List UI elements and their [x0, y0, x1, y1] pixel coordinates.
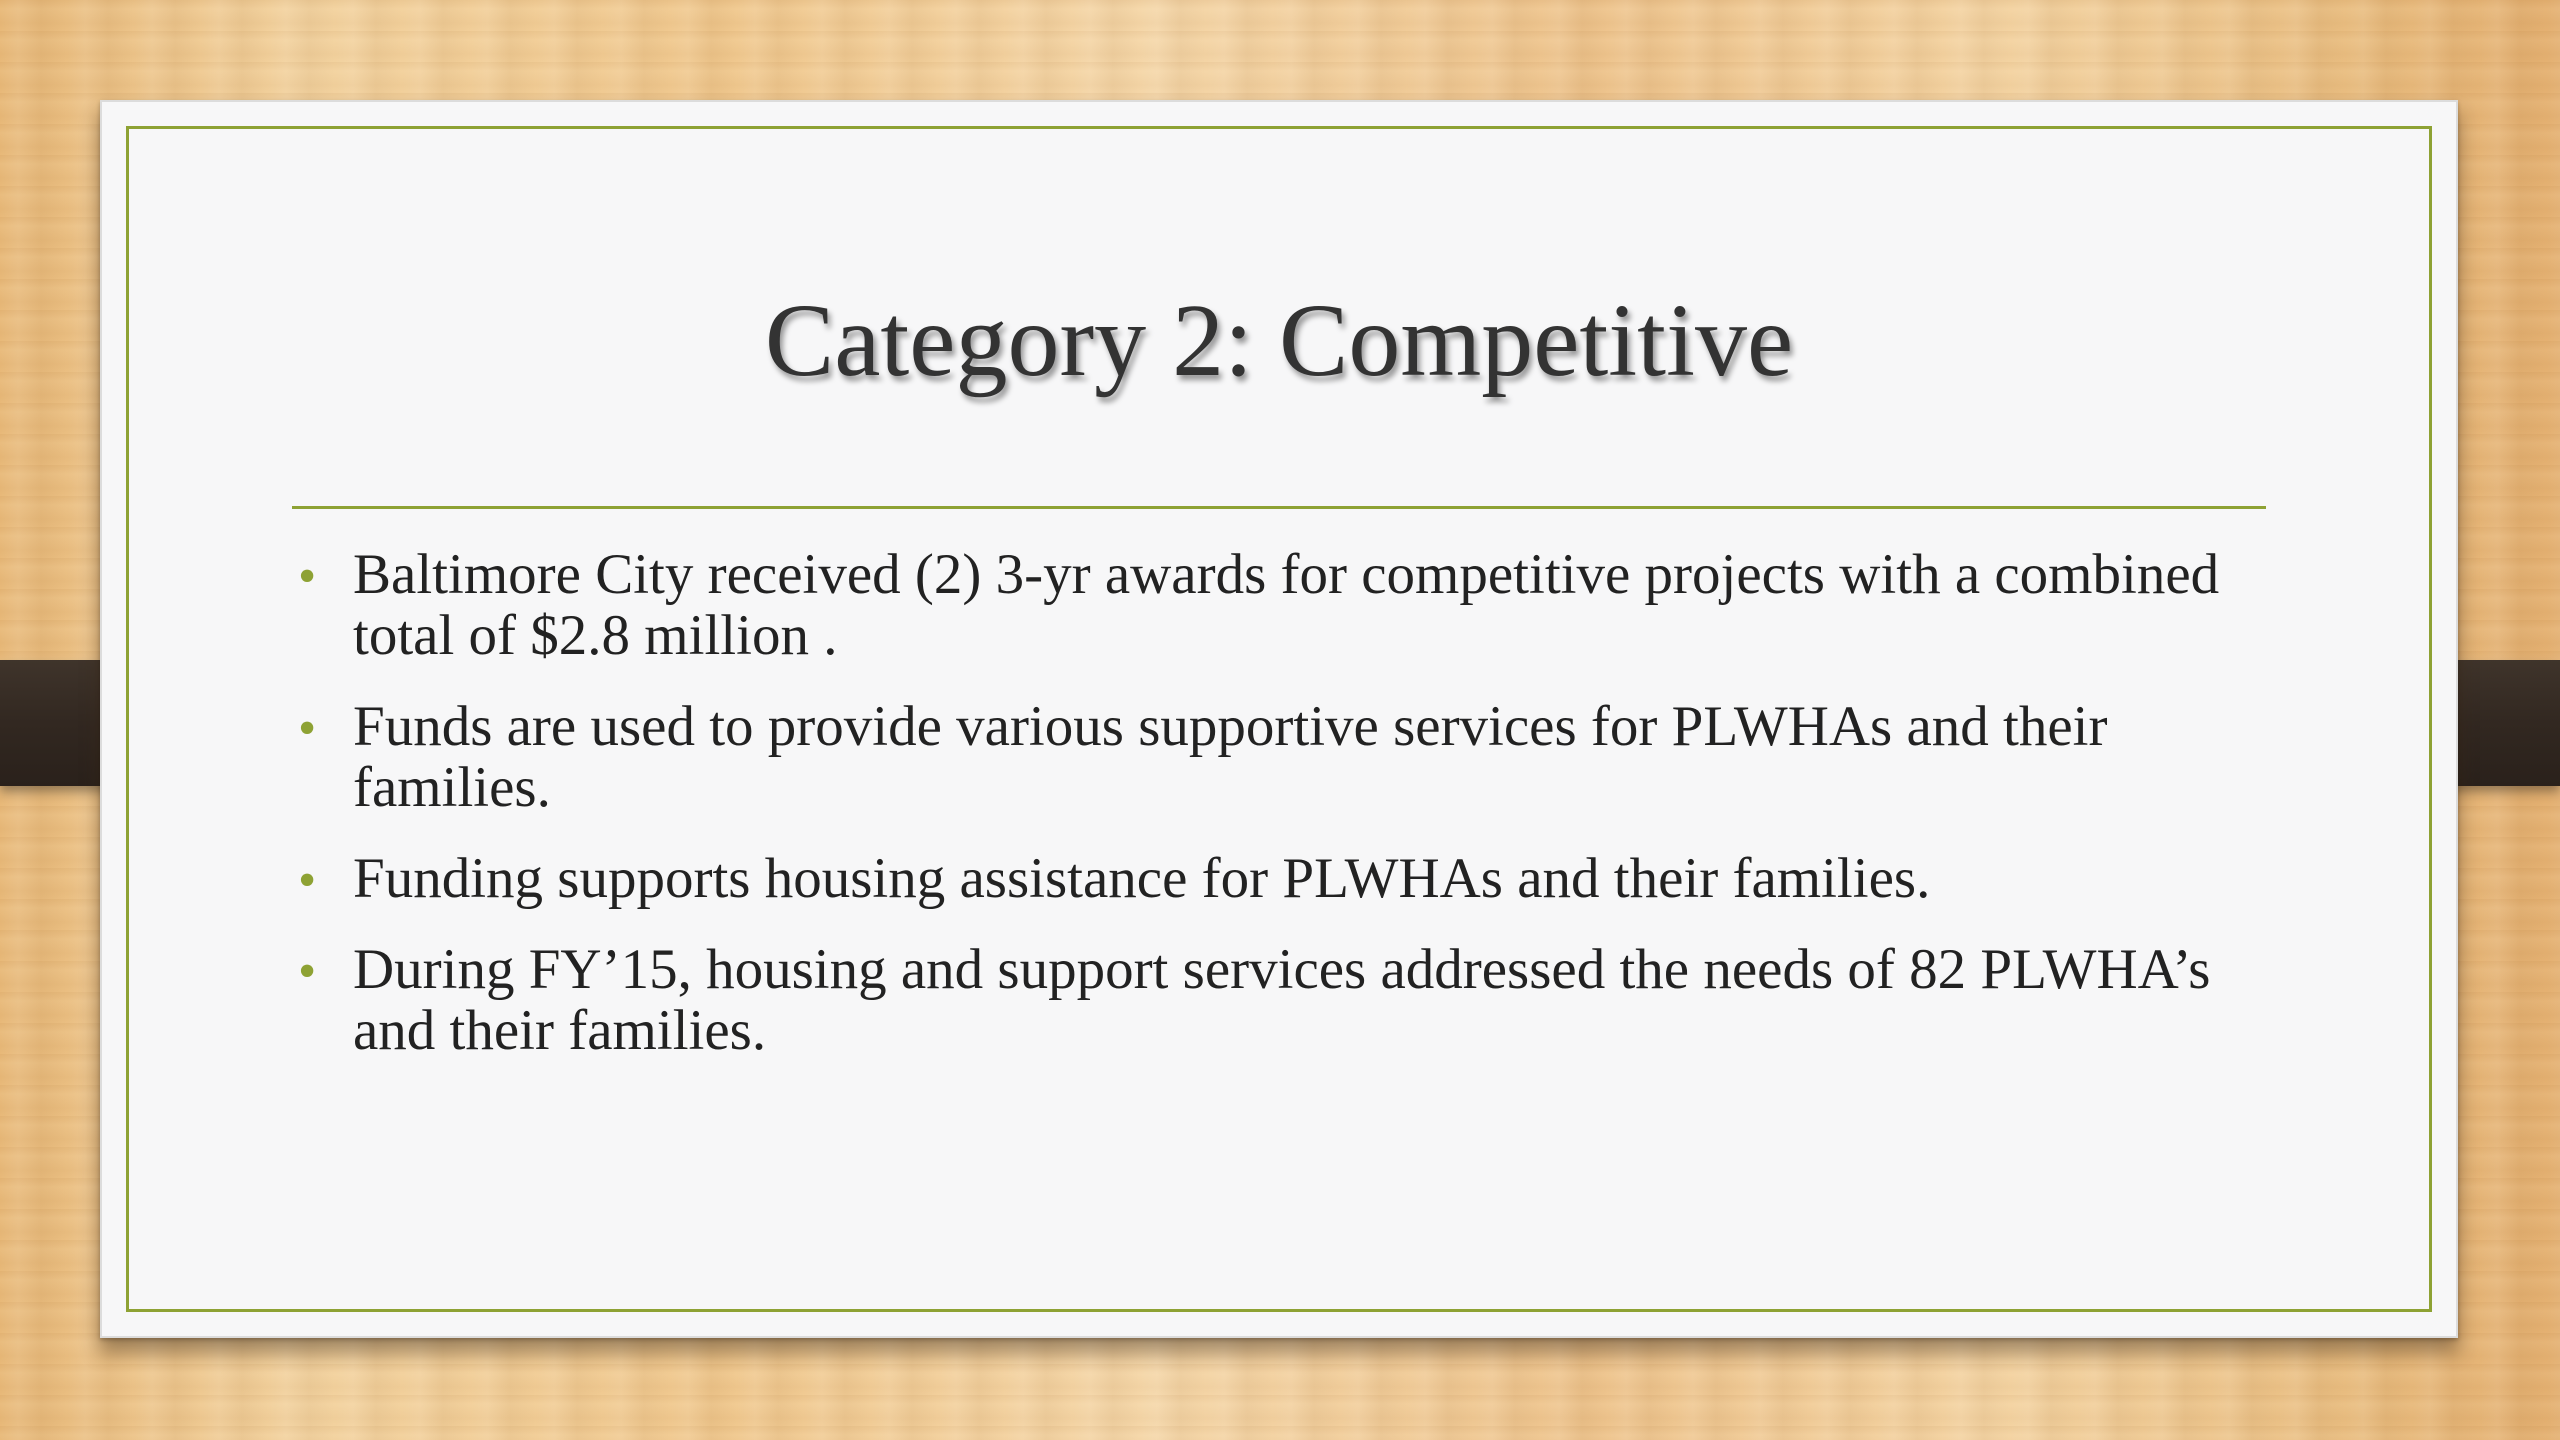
slide-title: Category 2: Competitive [764, 283, 1794, 398]
bullet-item [292, 939, 2286, 1061]
bullet-text: Funds are used to provide various supportive services for PLWHAs and their families. [353, 695, 2108, 819]
slide-card [100, 100, 2458, 1338]
bullet-item [292, 696, 2286, 818]
bullet-dot-icon: • [298, 943, 317, 1000]
bullet-text: During FY’15, housing and support services addressed the needs of 82 PLWHA’s and their families. [353, 938, 2211, 1062]
bullet-item [292, 544, 2286, 666]
bullet-list [292, 544, 2286, 1091]
bullet-dot-icon: • [298, 700, 317, 757]
bullet-item [292, 848, 2286, 909]
title-divider [292, 506, 2266, 509]
bullet-dot-icon: • [298, 548, 317, 605]
bullet-text: Baltimore City received (2) 3-yr awards for competitive projects with a combined total of $2.8 million . [353, 543, 2220, 667]
bullet-dot-icon: • [298, 852, 317, 909]
bullet-text: Funding supports housing assistance for PLWHAs and their families. [353, 847, 1931, 910]
